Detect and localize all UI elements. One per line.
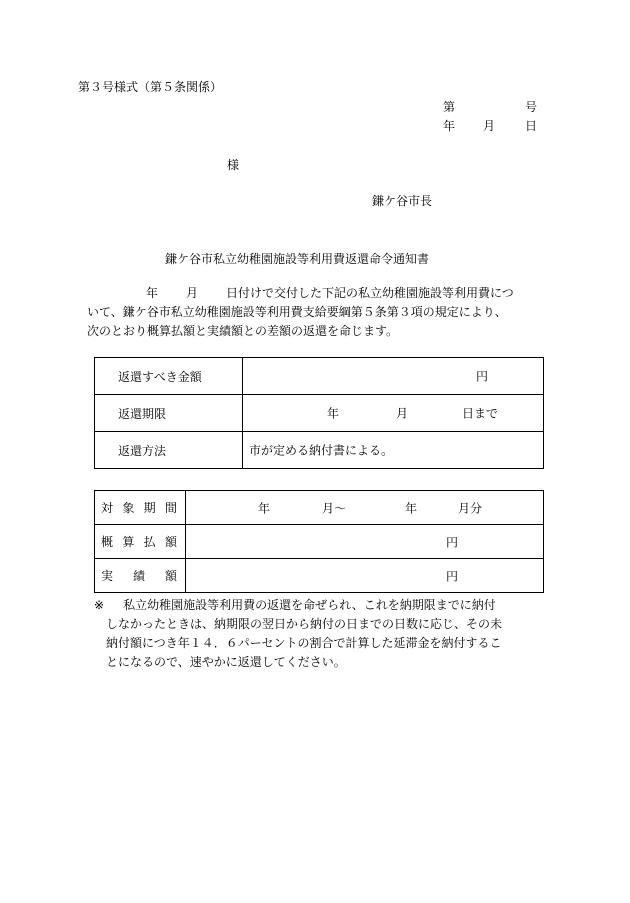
body-month: 月: [186, 286, 199, 300]
document-title: 鎌ケ谷市私立幼稚園施設等利用費返還命令通知書: [165, 252, 430, 266]
body-paragraph: [87, 284, 548, 341]
deadline-year: 年: [327, 406, 340, 421]
late-fee-note: [94, 596, 550, 672]
target-period-field: [186, 491, 544, 525]
doc-date-year: 年: [443, 119, 456, 133]
body-line1-text: 日付けで交付した下記の私立幼稚園施設等利用費につ: [226, 286, 514, 300]
note-mark: ※: [94, 598, 105, 612]
body-line-3: 次のとおり概算払額と実績額との差額の返還を命じます。: [87, 324, 399, 338]
return-deadline-label: 返還期限: [95, 395, 243, 432]
note-line-2: しなかったときは、納期限の翌日から納付の日までの日数に応じ、その未: [106, 617, 503, 631]
recipient-suffix: 様: [227, 158, 240, 172]
note-line-3: 納付額につき年１４．６パーセントの割合で計算した延滞金を納付するこ: [106, 636, 502, 650]
return-deadline-field: [243, 395, 544, 432]
period-to-year: 年: [405, 501, 418, 515]
deadline-month: 月: [396, 406, 409, 421]
payment-summary-table: [94, 490, 544, 593]
return-method-field: [243, 432, 544, 469]
return-method-label: 返還方法: [95, 432, 243, 469]
estimated-payment-unit: 円: [446, 535, 459, 549]
estimated-payment-field: [186, 525, 544, 559]
note-line-1: ※ 私立幼稚園施設等利用費の返還を命ぜられ、これを納期限までに納付: [94, 598, 496, 612]
doc-date-month: 月: [483, 119, 496, 133]
body-line-1: [94, 284, 548, 303]
table-row: [95, 432, 544, 469]
period-to-month: 月分: [458, 501, 483, 515]
actual-amount-field: [186, 559, 544, 593]
estimated-payment-label: [95, 525, 186, 559]
actual-amount-label: [95, 559, 186, 593]
doc-number-dai: 第: [443, 100, 456, 114]
doc-date-day: 日: [525, 119, 538, 133]
table-row: [95, 559, 544, 593]
note-line-4: とになるので、速やかに返還してください。: [106, 655, 346, 669]
deadline-until: 日まで: [462, 406, 499, 421]
target-period-label: [95, 491, 186, 525]
period-from-year: 年: [258, 501, 271, 515]
estimated-payment-label-text: 概 算 払 額: [101, 535, 177, 549]
return-amount-unit: 円: [476, 369, 489, 384]
form-number-label: 第３号様式（第５条関係）: [78, 80, 223, 94]
body-line-2: いて、鎌ケ谷市私立幼稚園施設等利用費支給要綱第５条第３項の規定により、: [87, 305, 507, 319]
actual-amount-label-text: 実 績 額: [101, 569, 177, 583]
doc-number-go: 号: [525, 100, 538, 114]
return-amount-field: [243, 358, 544, 395]
table-row: [95, 395, 544, 432]
period-from-month: 月～: [322, 501, 347, 515]
return-details-table: [94, 357, 544, 469]
target-period-label-text: 対 象 期 間: [101, 501, 177, 515]
return-amount-label: 返還すべき金額: [95, 358, 243, 395]
table-row: [95, 491, 544, 525]
table-row: [95, 358, 544, 395]
issuer-name: 鎌ケ谷市長: [372, 194, 433, 208]
body-year: 年: [146, 286, 159, 300]
return-method-value: 市が定める納付書による。: [249, 443, 394, 458]
actual-amount-unit: 円: [446, 569, 459, 583]
table-row: [95, 525, 544, 559]
